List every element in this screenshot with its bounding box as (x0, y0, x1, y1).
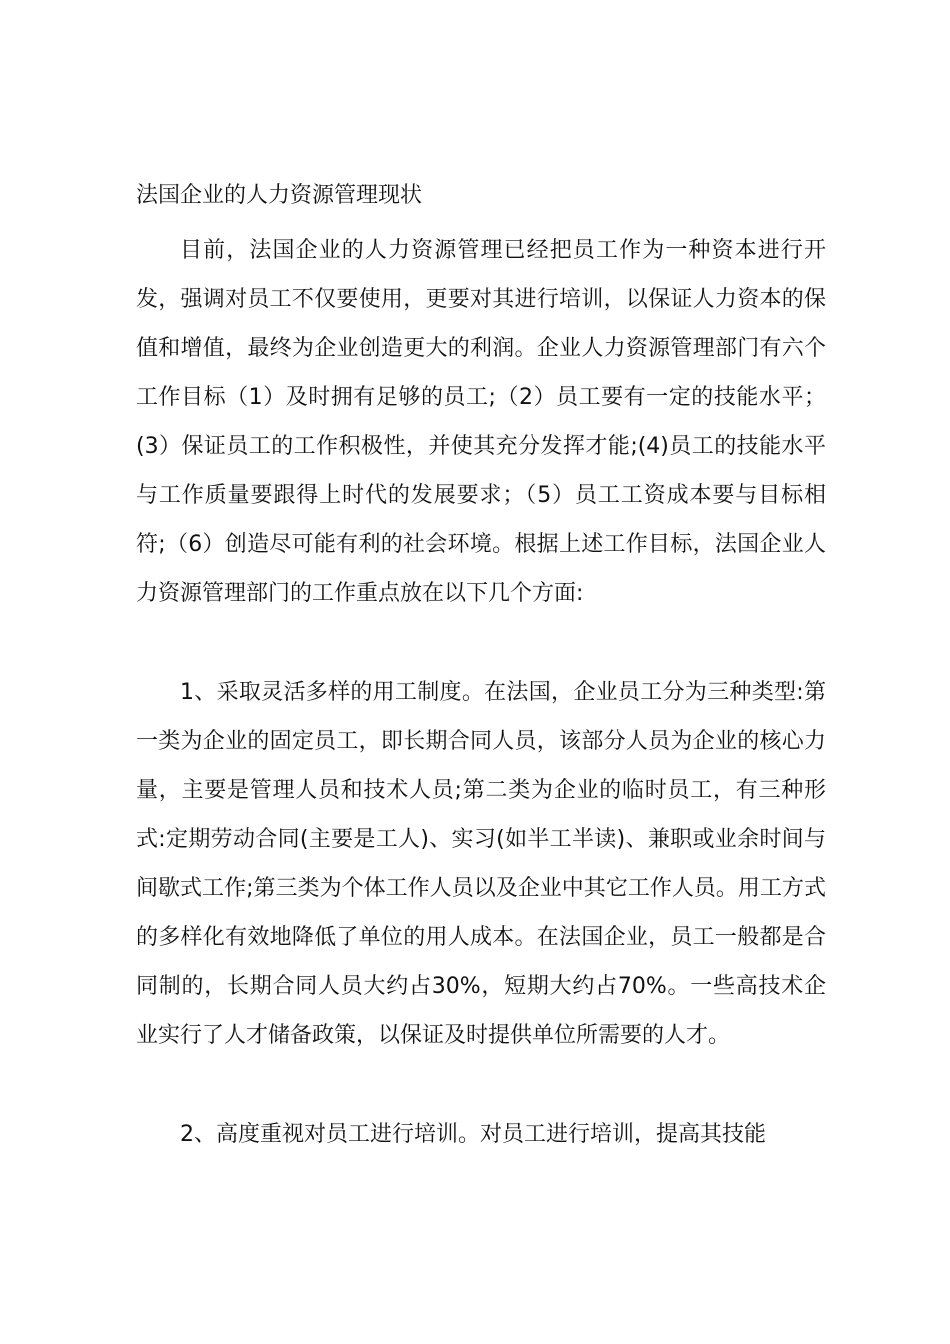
document-title: 法国企业的人力资源管理现状 (136, 183, 423, 208)
paragraph-intro: 目前，法国企业的人力资源管理已经把员工作为一种资本进行开发，强调对员工不仅要使用，更要对其进行培训，以保证人力资本的保值和增值，最终为企业创造更大的利润。企业人力资源管理部门有六个工作目标（1）及时拥有足够的员工;（2）员工要有一定的技能水平；(3）保证员工的工作积极性，并使其充分发挥才能;(4)员工的技能水平与工作质量要跟得上时代的发展要求；（5）员工工资成本要与目标相符;（6）创造尽可能有利的社会环境。根据上述工作目标，法国企业人力资源管理部门的工作重点放在以下几个方面: (136, 238, 826, 606)
paragraph-training: 2、高度重视对员工进行培训。对员工进行培训，提高其技能 (180, 1122, 766, 1147)
paragraph-employment-system: 1、采取灵活多样的用工制度。在法国，企业员工分为三种类型:第一类为企业的固定员工，即长期合同人员，该部分人员为企业的核心力量，主要是管理人员和技术人员;第二类为企业的临时员工，有三种形式:定期劳动合同(主要是工人)、实习(如半工半读)、兼职或业余时间与间歇式工作;第三类为个体工作人员以及企业中其它工作人员。用工方式的多样化有效地降低了单位的用人成本。在法国企业，员工一般都是合同制的，长期合同人员大约占30%，短期大约占70%。一些高技术企业实行了人才储备政策，以保证及时提供单位所需要的人才。 (136, 680, 826, 1048)
